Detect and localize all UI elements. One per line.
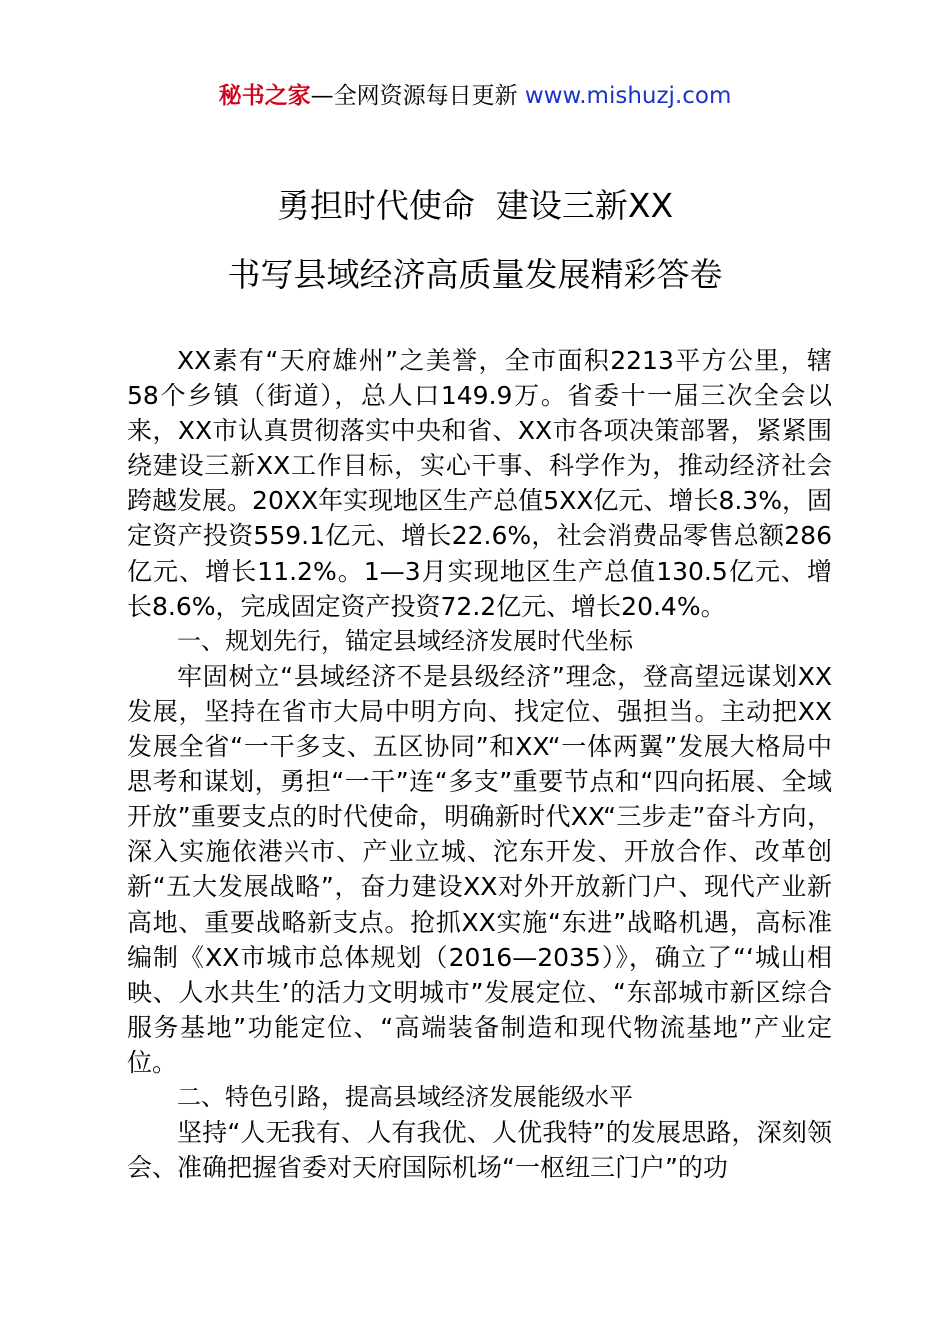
site-url[interactable]: www.mishuzj.com (524, 83, 732, 109)
site-tagline: —全网资源每日更新 (310, 83, 518, 109)
site-header (0, 78, 950, 114)
section-heading-1: 一、规划先行，锚定县域经济发展时代坐标 (177, 626, 633, 655)
document-body (127, 343, 832, 1185)
title-line-2: 书写县域经济高质量发展精彩答卷 (227, 255, 723, 294)
title-line-1: 勇担时代使命 建设三新XX (276, 186, 674, 225)
document-title (0, 184, 950, 297)
site-brand: 秘书之家 (218, 83, 311, 109)
section-heading-2: 二、特色引路，提高县域经济发展能级水平 (177, 1082, 633, 1111)
section-1-paragraph: 牢固树立“县域经济不是县级经济”理念，登高望远谋划XX发展，坚持在省市大局中明方向、找定位、强担当。主动把XX发展全省“一干多支、五区协同”和XX“一体两翼”发展大格局中思考和谋划，勇担“一干”连“多支”重要节点和“四向拓展、全域开放”重要支点的时代使命，明确新时代XX“三步走”奋斗方向，深入实施依港兴市、产业立城、沱东开发、开放合作、改革创新“五大发展战略”，奋力建设XX对外开放新门户、现代产业新高地、重要战略新支点。抢抓XX实施“东进”战略机遇，高标准编制《XX市城市总体规划（2016—2035）》，确立了“‘城山相映、人水共生’的活力文明城市”发展定位、“东部城市新区综合服务基地”功能定位、“高端装备制造和现代物流基地”产业定位。 (127, 661, 832, 1077)
section-2-paragraph: 坚持“人无我有、人有我优、人优我特”的发展思路，深刻领会、准确把握省委对天府国际机场“一枢纽三门户”的功 (127, 1118, 832, 1183)
intro-paragraph: XX素有“天府雄州”之美誉，全市面积2213平方公里，辖58个乡镇（街道），总人口149.9万。省委十一届三次全会以来，XX市认真贯彻落实中央和省、XX市各项决策部署，紧紧围绕建设三新XX工作目标，实心干事、科学作为，推动经济社会跨越发展。20XX年实现地区生产总值5XX亿元、增长8.3%，固定资产投资559.1亿元、增长22.6%，社会消费品零售总额286亿元、增长11.2%。1—3月实现地区生产总值130.5亿元、增长8.6%，完成固定资产投资72.2亿元、增长20.4%。 (127, 346, 832, 621)
